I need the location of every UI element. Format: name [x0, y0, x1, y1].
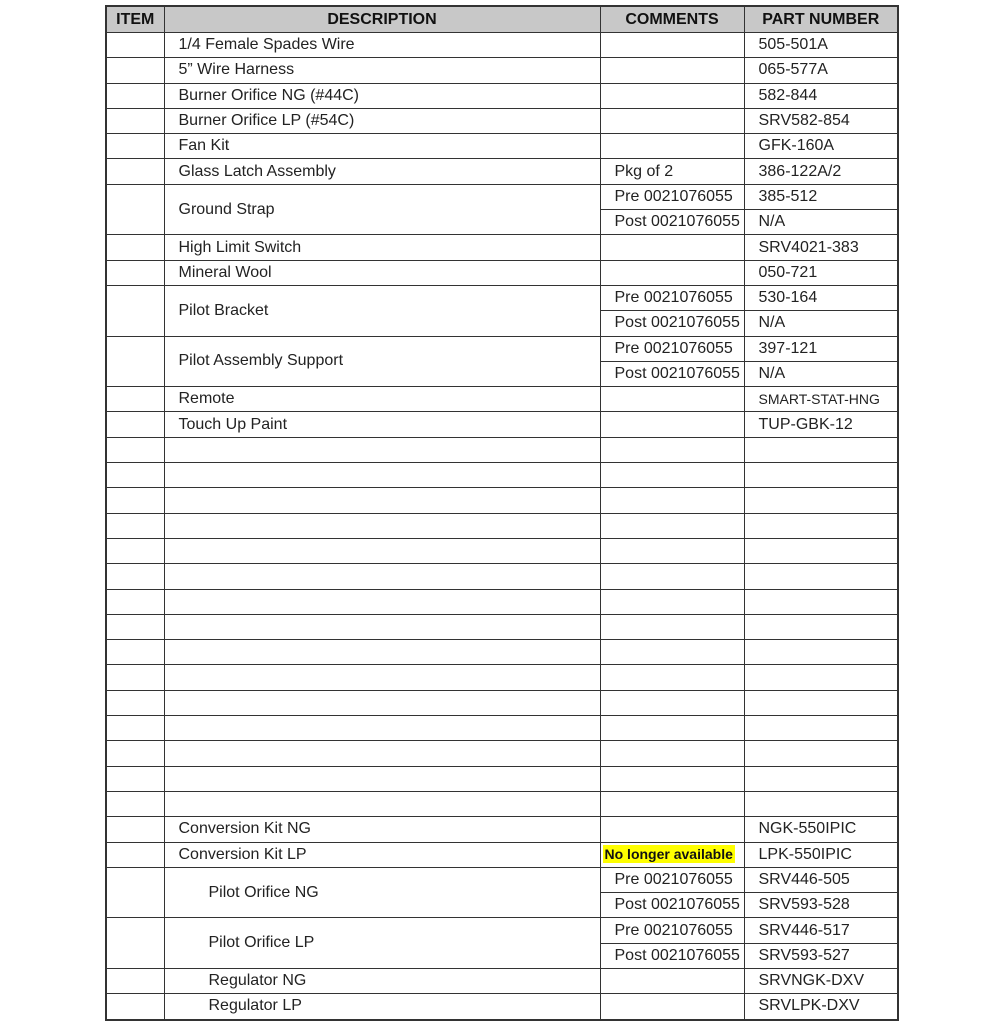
empty-row: [106, 488, 898, 513]
table-row: [106, 58, 898, 83]
item-cell: [106, 791, 164, 816]
table-row: [106, 817, 898, 842]
table-row: [106, 994, 898, 1020]
description-cell: Touch Up Paint: [164, 412, 600, 437]
description-cell: Pilot Bracket: [164, 285, 600, 336]
part-number-cell: [744, 665, 898, 690]
comment-cell: Pkg of 2: [600, 159, 744, 184]
item-cell: [106, 918, 164, 969]
item-cell: [106, 33, 164, 58]
table-row: [106, 184, 898, 209]
header-description: DESCRIPTION: [164, 6, 600, 33]
part-number-cell: SRV4021-383: [744, 235, 898, 260]
comment-cell: [600, 842, 744, 867]
part-number-cell: 065-577A: [744, 58, 898, 83]
comment-cell: [600, 513, 744, 538]
description-cell: Glass Latch Assembly: [164, 159, 600, 184]
part-number-cell: SRVNGK-DXV: [744, 968, 898, 993]
description-cell: High Limit Switch: [164, 235, 600, 260]
comment-cell: [600, 791, 744, 816]
item-cell: [106, 285, 164, 336]
description-cell: [164, 463, 600, 488]
header-part-number: PART NUMBER: [744, 6, 898, 33]
item-cell: [106, 387, 164, 412]
empty-row: [106, 665, 898, 690]
description-cell: [164, 640, 600, 665]
description-cell: Ground Strap: [164, 184, 600, 235]
comment-cell: Post 0021076055: [600, 210, 744, 235]
comment-cell: [600, 614, 744, 639]
item-cell: [106, 260, 164, 285]
item-cell: [106, 134, 164, 159]
comment-cell: [600, 817, 744, 842]
empty-row: [106, 766, 898, 791]
item-cell: [106, 766, 164, 791]
description-cell: [164, 766, 600, 791]
header-comments: COMMENTS: [600, 6, 744, 33]
comment-cell: [600, 108, 744, 133]
description-cell: Mineral Wool: [164, 260, 600, 285]
part-number-cell: [744, 640, 898, 665]
part-number-cell: TUP-GBK-12: [744, 412, 898, 437]
item-cell: [106, 235, 164, 260]
part-number-cell: [744, 538, 898, 563]
description-cell: 5” Wire Harness: [164, 58, 600, 83]
description-cell: Fan Kit: [164, 134, 600, 159]
empty-row: [106, 513, 898, 538]
empty-row: [106, 589, 898, 614]
table-row: [106, 285, 898, 310]
description-cell: [164, 665, 600, 690]
table-row: [106, 134, 898, 159]
comment-cell: [600, 589, 744, 614]
part-number-cell: [744, 766, 898, 791]
part-number-cell: [744, 589, 898, 614]
description-cell: Pilot Orifice NG: [164, 867, 600, 918]
empty-row: [106, 614, 898, 639]
item-cell: [106, 690, 164, 715]
part-number-cell: [744, 690, 898, 715]
table-row: [106, 33, 898, 58]
header-row: [106, 6, 898, 33]
comment-cell: [600, 134, 744, 159]
comment-cell: [600, 716, 744, 741]
comment-cell: [600, 968, 744, 993]
description-cell: [164, 437, 600, 462]
item-cell: [106, 83, 164, 108]
item-cell: [106, 817, 164, 842]
item-cell: [106, 538, 164, 563]
item-cell: [106, 716, 164, 741]
comment-cell: [600, 387, 744, 412]
item-cell: [106, 564, 164, 589]
empty-row: [106, 640, 898, 665]
part-number-cell: [744, 716, 898, 741]
description-cell: [164, 589, 600, 614]
item-cell: [106, 488, 164, 513]
table-row: [106, 108, 898, 133]
table-row: [106, 260, 898, 285]
item-cell: [106, 437, 164, 462]
part-number-cell: [744, 488, 898, 513]
part-number-cell: [744, 513, 898, 538]
empty-row: [106, 690, 898, 715]
comment-cell: [600, 437, 744, 462]
comment-cell: [600, 538, 744, 563]
item-cell: [106, 412, 164, 437]
description-cell: Regulator LP: [164, 994, 600, 1020]
part-number-cell: [744, 614, 898, 639]
comment-cell: Post 0021076055: [600, 311, 744, 336]
part-number-cell: SMART-STAT-HNG: [744, 387, 898, 412]
item-cell: [106, 614, 164, 639]
description-cell: [164, 488, 600, 513]
comment-cell: [600, 741, 744, 766]
description-cell: [164, 513, 600, 538]
description-cell: Burner Orifice LP (#54C): [164, 108, 600, 133]
part-number-cell: N/A: [744, 361, 898, 386]
comment-cell: [600, 994, 744, 1020]
part-number-cell: SRV446-517: [744, 918, 898, 943]
part-number-cell: 386-122A/2: [744, 159, 898, 184]
empty-row: [106, 716, 898, 741]
table-row: [106, 235, 898, 260]
comment-cell: Pre 0021076055: [600, 918, 744, 943]
item-cell: [106, 589, 164, 614]
part-number-cell: [744, 437, 898, 462]
comment-cell: [600, 766, 744, 791]
table-row: [106, 159, 898, 184]
empty-row: [106, 564, 898, 589]
description-cell: [164, 741, 600, 766]
comment-cell: [600, 260, 744, 285]
table-row: [106, 867, 898, 892]
part-number-cell: GFK-160A: [744, 134, 898, 159]
part-number-cell: SRV582-854: [744, 108, 898, 133]
comment-cell: [600, 640, 744, 665]
comment-cell: [600, 463, 744, 488]
part-number-cell: SRV593-528: [744, 893, 898, 918]
comment-cell: Pre 0021076055: [600, 867, 744, 892]
part-number-cell: SRVLPK-DXV: [744, 994, 898, 1020]
part-number-cell: SRV446-505: [744, 867, 898, 892]
item-cell: [106, 108, 164, 133]
comment-cell: [600, 665, 744, 690]
comment-cell: Pre 0021076055: [600, 285, 744, 310]
description-cell: Pilot Orifice LP: [164, 918, 600, 969]
item-cell: [106, 665, 164, 690]
part-number-cell: [744, 463, 898, 488]
parts-table: [105, 5, 899, 1021]
comment-cell: [600, 83, 744, 108]
table-row: [106, 387, 898, 412]
item-cell: [106, 463, 164, 488]
part-number-cell: 530-164: [744, 285, 898, 310]
table-row: [106, 842, 898, 867]
item-cell: [106, 58, 164, 83]
comment-cell: Post 0021076055: [600, 943, 744, 968]
comment-cell: Post 0021076055: [600, 893, 744, 918]
comment-cell: [600, 58, 744, 83]
description-cell: Conversion Kit LP: [164, 842, 600, 867]
item-cell: [106, 994, 164, 1020]
comment-cell: [600, 235, 744, 260]
part-number-cell: 050-721: [744, 260, 898, 285]
part-number-cell: 385-512: [744, 184, 898, 209]
empty-row: [106, 791, 898, 816]
item-cell: [106, 867, 164, 918]
comment-cell: [600, 564, 744, 589]
comment-cell: [600, 690, 744, 715]
part-number-cell: 582-844: [744, 83, 898, 108]
description-cell: Regulator NG: [164, 968, 600, 993]
comment-cell: Post 0021076055: [600, 361, 744, 386]
comment-cell: [600, 412, 744, 437]
comment-cell: Pre 0021076055: [600, 336, 744, 361]
table-row: [106, 968, 898, 993]
comment-cell: [600, 488, 744, 513]
empty-row: [106, 463, 898, 488]
description-cell: [164, 564, 600, 589]
table-row: [106, 918, 898, 943]
item-cell: [106, 842, 164, 867]
description-cell: 1/4 Female Spades Wire: [164, 33, 600, 58]
description-cell: [164, 538, 600, 563]
table-row: [106, 336, 898, 361]
part-number-cell: [744, 564, 898, 589]
table-row: [106, 83, 898, 108]
item-cell: [106, 968, 164, 993]
part-number-cell: N/A: [744, 311, 898, 336]
description-cell: [164, 614, 600, 639]
part-number-cell: [744, 791, 898, 816]
part-number-cell: SRV593-527: [744, 943, 898, 968]
table-row: [106, 412, 898, 437]
part-number-cell: N/A: [744, 210, 898, 235]
item-cell: [106, 336, 164, 387]
item-cell: [106, 184, 164, 235]
description-cell: Pilot Assembly Support: [164, 336, 600, 387]
description-cell: [164, 690, 600, 715]
part-number-cell: [744, 741, 898, 766]
description-cell: Remote: [164, 387, 600, 412]
part-number-cell: 397-121: [744, 336, 898, 361]
description-cell: [164, 716, 600, 741]
header-item: ITEM: [106, 6, 164, 33]
empty-row: [106, 741, 898, 766]
item-cell: [106, 741, 164, 766]
item-cell: [106, 640, 164, 665]
comment-cell: [600, 33, 744, 58]
empty-row: [106, 538, 898, 563]
availability-highlight: No longer available: [604, 845, 733, 862]
part-number-cell: 505-501A: [744, 33, 898, 58]
description-cell: [164, 791, 600, 816]
part-number-cell: LPK-550IPIC: [744, 842, 898, 867]
item-cell: [106, 513, 164, 538]
part-number-cell: NGK-550IPIC: [744, 817, 898, 842]
description-cell: Conversion Kit NG: [164, 817, 600, 842]
item-cell: [106, 159, 164, 184]
description-cell: Burner Orifice NG (#44C): [164, 83, 600, 108]
comment-cell: Pre 0021076055: [600, 184, 744, 209]
empty-row: [106, 437, 898, 462]
